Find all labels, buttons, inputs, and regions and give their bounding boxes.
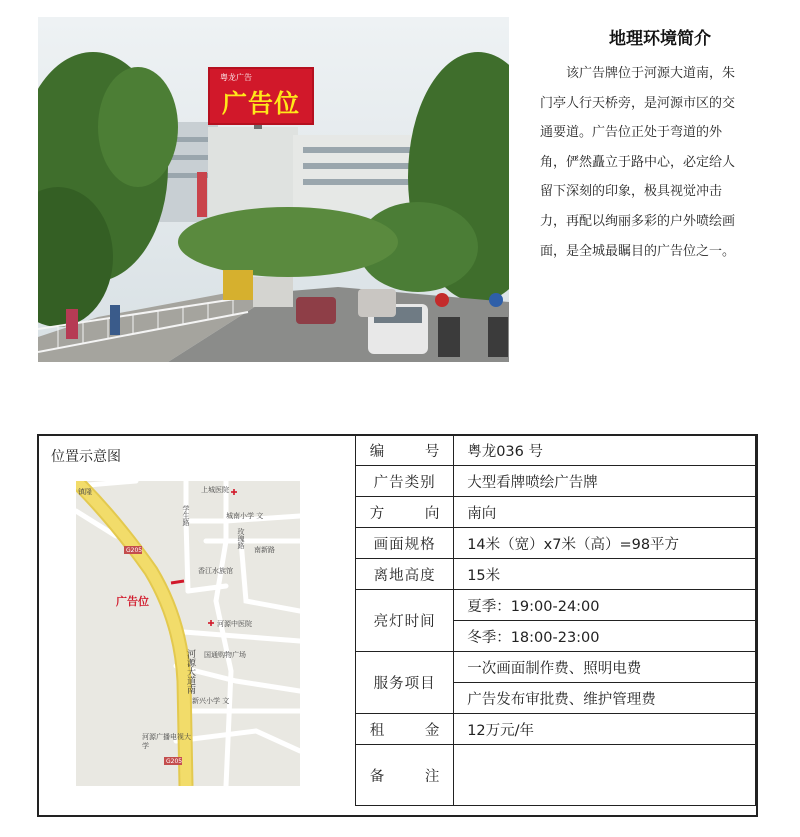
map-label-school-road: 学生路 <box>182 505 190 526</box>
spec-key: 广告类别 <box>356 466 454 497</box>
map-label-hospital-top: 上城医院 <box>201 486 229 494</box>
main-road-label: 河源大道南 <box>185 649 195 694</box>
spec-value: 夏季：19:00-24:00 <box>454 590 756 621</box>
spec-table <box>355 434 756 806</box>
table-row <box>356 466 756 497</box>
table-row <box>356 435 756 466</box>
map-label-corner: 镇隆 <box>78 488 92 496</box>
spec-key: 亮灯时间 <box>356 590 454 652</box>
spec-value: 大型看牌喷绘广告牌 <box>454 466 756 497</box>
ad-location-label: 广告位 <box>116 595 149 608</box>
location-map <box>76 481 300 786</box>
table-row <box>356 714 756 745</box>
map-label-zhongyiyuan: 河源中医院 <box>217 620 252 628</box>
table-row <box>356 652 756 683</box>
spec-key: 编 号 <box>356 435 454 466</box>
info-panel <box>37 434 758 817</box>
spec-key: 方 向 <box>356 497 454 528</box>
map-badge-g205-a: G205 <box>126 547 143 554</box>
intro-body: 该广告牌位于河源大道南，朱门亭人行天桥旁，是河源市区的交通要道。广告位正处于弯道的外角，俨然矗立于路中心，必定给人留下深刻的印象，极具视觉冲击力，再配以绚丽多彩的户外喷绘画面，是全城最瞩目的广告位之一。 <box>540 66 736 259</box>
spec-key: 画面规格 <box>356 528 454 559</box>
map-badge-g205-b: G205 <box>166 758 183 765</box>
table-row <box>356 497 756 528</box>
map-label-guotong: 国通购物广场 <box>204 651 246 659</box>
spec-value: 冬季：18:00-23:00 <box>454 621 756 652</box>
spec-value: 粤龙036 号 <box>454 435 756 466</box>
spec-value: 南向 <box>454 497 756 528</box>
table-row <box>356 745 756 806</box>
intro-title: 地理环境简介 <box>609 29 711 49</box>
map-label-xiangjiang: 香江水族馆 <box>198 567 233 575</box>
table-row <box>356 590 756 621</box>
spec-value: 一次画面制作费、照明电费 <box>454 652 756 683</box>
spec-value: 广告发布审批费、维护管理费 <box>454 683 756 714</box>
street-photo <box>38 17 509 362</box>
map-label-nanxin-road: 南新路 <box>254 546 275 554</box>
billboard-text: 广告位 <box>221 89 300 118</box>
map-label-xinxing-school: 新兴小学 文 <box>192 697 230 705</box>
map-title: 位置示意图 <box>51 449 121 465</box>
spec-value: 14米（宽）x7米（高）=98平方 <box>454 528 756 559</box>
spec-value: 15米 <box>454 559 756 590</box>
billboard <box>208 67 314 125</box>
map-label-school-north: 城南小学 文 <box>226 512 264 520</box>
spec-key: 备 注 <box>356 745 454 806</box>
map-label-tv-univ: 河源广播电视大学 <box>142 733 191 750</box>
spec-value: 12万元/年 <box>454 714 756 745</box>
spec-key: 租 金 <box>356 714 454 745</box>
map-label-jinglong-road: 玫瑰路 <box>237 528 245 549</box>
spec-key: 离地高度 <box>356 559 454 590</box>
billboard-brand: 粤龙广告 <box>220 73 252 82</box>
table-row <box>356 559 756 590</box>
spec-value <box>454 745 756 806</box>
spec-key: 服务项目 <box>356 652 454 714</box>
table-row <box>356 528 756 559</box>
